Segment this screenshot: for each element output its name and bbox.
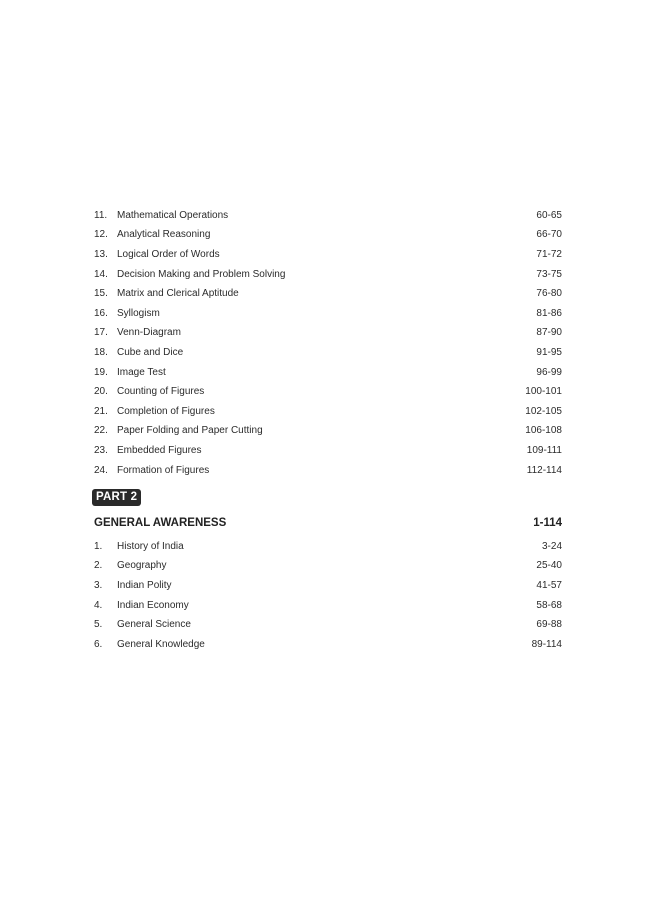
toc-title: Venn-Diagram <box>117 327 181 339</box>
section-heading-title: GENERAL AWARENESS <box>94 517 227 529</box>
toc-pages: 100-101 <box>525 386 562 398</box>
toc-title: History of India <box>117 540 184 552</box>
toc-pages: 96-99 <box>536 366 562 378</box>
toc-number: 15. <box>94 288 108 300</box>
toc-row <box>94 245 562 265</box>
toc-title: Indian Economy <box>117 599 189 611</box>
toc-pages: 73-75 <box>536 268 562 280</box>
toc-row <box>94 537 562 557</box>
toc-number: 11. <box>94 209 108 221</box>
section-heading <box>94 517 562 529</box>
toc-title: Formation of Figures <box>117 464 210 476</box>
toc-pages: 112-114 <box>526 464 562 476</box>
toc-row <box>94 265 562 285</box>
toc-number: 1. <box>94 540 103 552</box>
toc-row <box>94 557 562 577</box>
toc-pages: 71-72 <box>536 248 562 260</box>
toc-title: Logical Order of Words <box>117 248 220 260</box>
toc-row <box>94 382 562 402</box>
toc-pages: 81-86 <box>536 307 562 319</box>
toc-row <box>94 226 562 246</box>
toc-title: Embedded Figures <box>117 444 202 456</box>
toc-pages: 91-95 <box>536 346 562 358</box>
toc-number: 4. <box>94 599 103 611</box>
toc-number: 13. <box>94 248 108 260</box>
part1-toc-list <box>94 206 562 480</box>
toc-pages: 69-88 <box>536 619 562 631</box>
toc-number: 24. <box>94 464 108 476</box>
toc-row <box>94 441 562 461</box>
toc-row <box>94 576 562 596</box>
toc-pages: 102-105 <box>525 405 562 417</box>
toc-row <box>94 461 562 481</box>
toc-title: Indian Polity <box>117 579 172 591</box>
toc-pages: 106-108 <box>525 425 562 437</box>
toc-number: 6. <box>94 638 103 650</box>
toc-pages: 3-24 <box>541 540 562 552</box>
toc-number: 3. <box>94 579 103 591</box>
toc-title: Decision Making and Problem Solving <box>117 268 286 280</box>
toc-row <box>94 363 562 383</box>
toc-pages: 109-111 <box>526 444 562 456</box>
part-badge: PART 2 <box>92 489 141 506</box>
toc-number: 17. <box>94 327 108 339</box>
toc-pages: 76-80 <box>536 288 562 300</box>
toc-pages: 25-40 <box>536 560 562 572</box>
toc-title: General Knowledge <box>117 638 205 650</box>
toc-row <box>94 615 562 635</box>
toc-title: General Science <box>117 619 191 631</box>
toc-number: 14. <box>94 268 108 280</box>
toc-row <box>94 422 562 442</box>
toc-number: 20. <box>94 386 108 398</box>
toc-title: Paper Folding and Paper Cutting <box>117 425 263 437</box>
toc-title: Analytical Reasoning <box>117 229 211 241</box>
toc-number: 16. <box>94 307 108 319</box>
toc-number: 21. <box>94 405 108 417</box>
toc-pages: 58-68 <box>536 599 562 611</box>
toc-number: 18. <box>94 346 108 358</box>
toc-row <box>94 284 562 304</box>
toc-number: 12. <box>94 229 108 241</box>
toc-row <box>94 206 562 226</box>
toc-pages: 87-90 <box>536 327 562 339</box>
toc-title: Image Test <box>117 366 166 378</box>
toc-number: 2. <box>94 560 103 572</box>
toc-title: Syllogism <box>117 307 160 319</box>
toc-number: 23. <box>94 444 108 456</box>
toc-title: Counting of Figures <box>117 386 205 398</box>
toc-title: Matrix and Clerical Aptitude <box>117 288 239 300</box>
toc-row <box>94 596 562 616</box>
toc-pages: 66-70 <box>536 229 562 241</box>
toc-pages: 41-57 <box>536 579 562 591</box>
toc-row <box>94 304 562 324</box>
toc-row <box>94 635 562 655</box>
toc-number: 22. <box>94 425 108 437</box>
toc-title: Geography <box>117 560 167 572</box>
toc-pages: 89-114 <box>531 638 562 650</box>
toc-row <box>94 402 562 422</box>
toc-title: Mathematical Operations <box>117 209 229 221</box>
toc-number: 19. <box>94 366 108 378</box>
toc-title: Cube and Dice <box>117 346 184 358</box>
toc-row <box>94 343 562 363</box>
toc-row <box>94 324 562 344</box>
section-heading-pages: 1-114 <box>533 517 562 529</box>
toc-number: 5. <box>94 619 103 631</box>
toc-pages: 60-65 <box>536 209 562 221</box>
toc-title: Completion of Figures <box>117 405 215 417</box>
part2-toc-list <box>94 537 562 655</box>
